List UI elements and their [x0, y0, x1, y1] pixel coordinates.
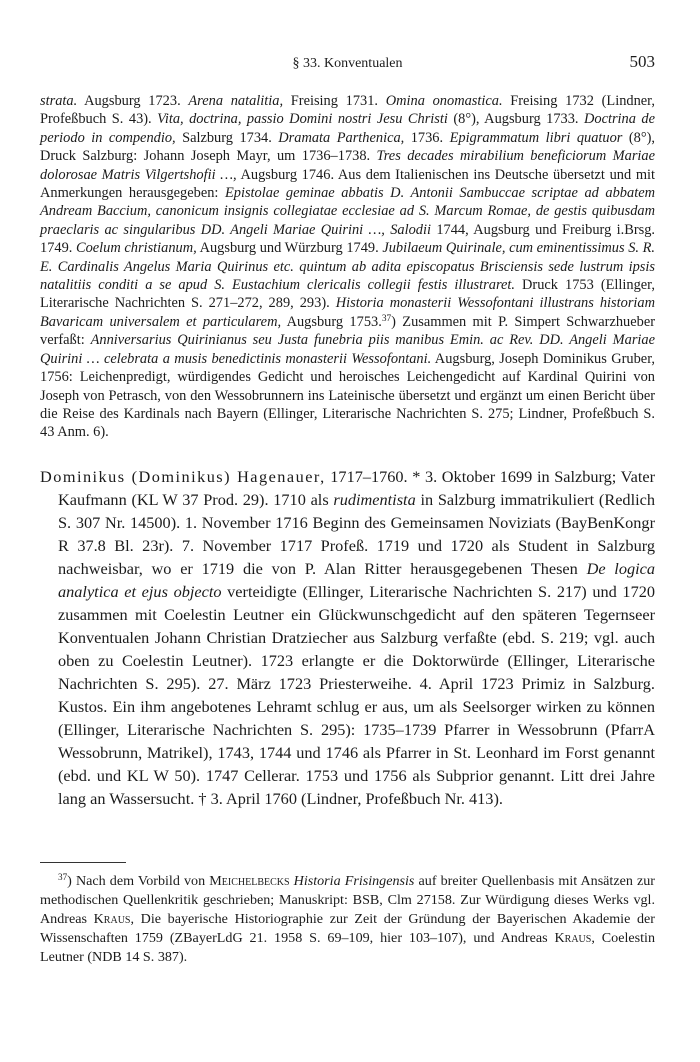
footnote-separator	[40, 862, 126, 863]
work-title: Jubilaeum Quirinale, cum eminentissimus S. R. E. Cardinalis Angelus Maria Quirinus etc. quintum ab adita episcopatus Brisciensis sede lustrum ipsis natalitiis conditi a se apud S. Eustachium clericalis collegii festis illustraret.	[40, 240, 656, 294]
text-run: auf breiter Quellenbasis mit Ansätzen zur methodischen Quellenkritik geschrieben; Manuskript: BSB, Clm 27158. Zur Würdigung dieses Werks vgl. Andreas	[40, 873, 655, 927]
footnote	[40, 872, 655, 967]
running-title: § 33. Konventualen	[292, 56, 403, 71]
work-title: Historia Frisingensis	[293, 873, 415, 889]
work-title: Doctrina de periodo in compendio,	[40, 111, 655, 146]
latin-term: rudimentista	[333, 490, 416, 509]
text-run: 1717–1760. * 3. Oktober 1699 in Salzburg; Vater Kaufmann (KL W 37 Prod. 29). 1710 als	[58, 467, 655, 509]
work-title: Omina onomastica.	[385, 93, 503, 109]
text-run: Freising 1731.	[283, 93, 386, 109]
work-title: Dramata Parthenica,	[278, 129, 405, 146]
biographical-entry-paragraph	[40, 465, 655, 810]
work-title: Anniversarius Quirinianus seu Justa funebria piis manibus Emin. ac Rev. DD. Angeli Mariae Quirini … celebrata a musis benedictinis monasterii Wessofontani.	[40, 332, 655, 367]
text-run: (8°), Augsburg 1733.	[447, 111, 584, 128]
work-title: Vita, doctrina, passio Domini nostri Jesu Christi	[157, 111, 448, 128]
work-title: Epistolae geminae abbatis D. Antonii Sambuccae scriptae ad abbatem Andream Baccium, canonicum insignis collegiatae ecclesiae ad S. Marcum Romae, de gestis quibusdam praeclaris ac singularibus DD. Angeli Mariae Quirini …, Salodii	[40, 185, 655, 238]
text-run: verteidigte (Ellinger, Literarische Nachrichten S. 217) und 1720 zusammen mit Coelestin Leutner ein Glückwunschgedicht auf den späteren Tegernseer Konventualen Johann Christian Dratziecher aus Salzburg verfaßte (ebd. S. 219; vgl. auch oben zu Coelestin Leutner). 1723 erlangte er die Doktorwürde (Ellinger, Literarische Nachrichten S. 295). 27. März 1723 Priesterweihe. 4. April 1723 Primiz in Salzburg. Kustos. Ein ihm angebotenes Lehramt schlug er aus, um als Seelsorger wirken zu können (Ellinger, Literarische Nachrichten S. 295): 1735–1739 Pfarrer in Wessobrunn (PfarrA Wessobrunn, Matrikel), 1743, 1744 und 1746 als Pfarrer in St. Leonhard im Forst genannt (ebd. und KL W 50). 1747 Cellerar. 1753 und 1756 als Subprior genannt. Litt drei Jahre lang an Wassersucht. † 3. April 1760 (Lindner, Profeßbuch Nr. 413).	[58, 582, 655, 808]
text-run: Augsburg 1746. Aus dem Italienischen ins Deutsche übersetzt und mit Anmerkungen herausgegeben:	[40, 166, 656, 202]
work-title: strata.	[40, 93, 78, 109]
author-name: Meichelbecks	[209, 873, 290, 889]
page-header	[40, 52, 655, 74]
author-name: Kraus	[93, 911, 131, 927]
text-run: Freising 1732 (Lindner, Profeßbuch S. 43).	[40, 93, 655, 128]
biographical-entry	[40, 465, 655, 810]
continued-entry	[40, 92, 655, 442]
work-title: Historia monasterii Wessofontani illustrans historiam Bavaricam universalem et particularem,	[40, 295, 656, 330]
text-run: ) Nach dem Vorbild von	[67, 873, 210, 889]
text-run: Augsburg 1753.	[281, 313, 382, 330]
text-run: Salzburg 1734.	[175, 129, 279, 146]
text-run: ) Zusammen mit P. Simpert Schwarzhueber verfaßt:	[40, 313, 655, 349]
work-title: Coelum christianum,	[76, 240, 197, 257]
text-run: (8°), Druck Salzburg: Johann Joseph Mayr, um 1736–1738.	[40, 129, 655, 165]
work-title: Arena natalitia,	[188, 93, 284, 109]
text-run: , Die bayerische Historiographie zur Zeit der Gründung der Bayerischen Akademie der Wissenschaften 1759 (ZBayerLdG 21. 1958 S. 69–109, hier 103–107), und Andreas	[40, 911, 655, 946]
footnote-number: 37	[58, 871, 68, 882]
continued-entry-paragraph	[40, 92, 655, 442]
work-title: De logica analytica et ejus objecto	[58, 559, 656, 601]
text-run: in Salzburg immatrikuliert (Redlich S. 307 Nr. 14500). 1. November 1716 Beginn des Gemeinsamen Noviziats (BayBenKongr R 37.8 Bl. 23r). 7. November 1717 Profeß. 1719 und 1720 als Student in Salzburg nachweisbar, wo er 1719 die von P. Alan Ritter herausgegebenen Thesen	[58, 490, 655, 578]
footnote-paragraph	[40, 872, 655, 967]
text-run: Augsburg und Würzburg 1749.	[196, 240, 383, 257]
work-title: Tres decades mirabilium beneficiorum Mariae dolorosae Matris Vilgertshofii …,	[40, 148, 655, 183]
text-run: Augsburg, Joseph Dominikus Gruber, 1756: Leichenpredigt, würdigendes Gedicht und heroisches Leichengedicht auf Kardinal Quirini von Joseph von Petrasch, von den Wessobrunnern ins Lateinische übersetzt und ergänzt um einen Bericht über die Reise des Kardinals nach Bayern (Ellinger, Literarische Nachrichten S. 275; Lindner, Profeßbuch S. 43 Anm. 6).	[40, 350, 656, 441]
text-run: 1736.	[404, 129, 450, 146]
text-run: Augsburg 1723.	[77, 93, 189, 109]
entry-name: Dominikus (Dominikus) Hagenauer,	[40, 467, 326, 486]
author-name: Kraus	[554, 930, 592, 946]
page-number: 503	[629, 52, 655, 71]
text-run: Druck 1753 (Ellinger, Literarische Nachrichten S. 271–272, 289, 293).	[40, 277, 655, 312]
text-run: 1744, Augsburg und Freiburg i.Brsg. 1749.	[40, 221, 656, 257]
footnote-reference[interactable]: 37	[381, 313, 392, 324]
text-run: , Coelestin Leutner (NDB 14 S. 387).	[40, 930, 655, 965]
work-title: Epigrammatum libri quatuor	[449, 129, 623, 146]
